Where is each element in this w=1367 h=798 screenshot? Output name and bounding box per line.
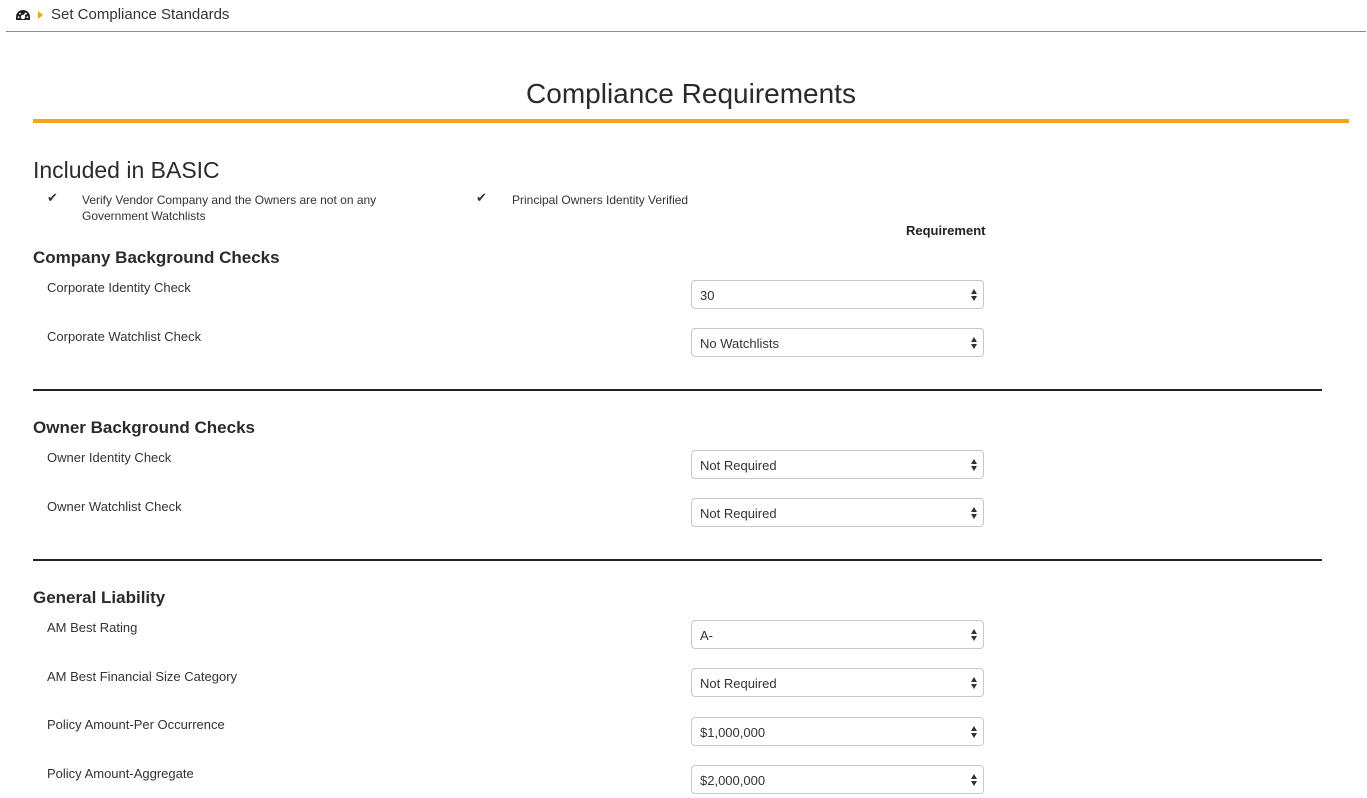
row-label: AM Best Financial Size Category	[47, 669, 238, 684]
select-arrows-icon	[971, 726, 977, 738]
checkmark-icon: ✔	[47, 190, 58, 205]
select-value: Not Required	[700, 506, 777, 521]
select-arrows-icon	[971, 289, 977, 301]
select-value: Not Required	[700, 458, 777, 473]
section-divider	[33, 559, 1322, 561]
row-label: Policy Amount-Per Occurrence	[47, 717, 225, 732]
row-label: Owner Watchlist Check	[47, 499, 182, 514]
section-divider	[33, 389, 1322, 391]
section-title-owner-background: Owner Background Checks	[33, 418, 256, 437]
select-arrows-icon	[971, 677, 977, 689]
corporate-identity-check-select[interactable]	[691, 280, 984, 309]
dashboard-icon[interactable]	[15, 9, 31, 23]
select-value: A-	[700, 628, 713, 643]
am-best-rating-select[interactable]	[691, 620, 984, 649]
corporate-watchlist-check-select[interactable]	[691, 328, 984, 357]
row-label: Policy Amount-Aggregate	[47, 766, 194, 781]
row-label: Corporate Watchlist Check	[47, 329, 202, 344]
policy-amount-aggregate-select[interactable]	[691, 765, 984, 794]
am-best-financial-size-select[interactable]	[691, 668, 984, 697]
included-item: Principal Owners Identity Verified	[512, 193, 689, 207]
row-label: AM Best Rating	[47, 620, 138, 635]
select-arrows-icon	[971, 629, 977, 641]
owner-identity-check-select[interactable]	[691, 450, 984, 479]
select-arrows-icon	[971, 337, 977, 349]
select-arrows-icon	[971, 774, 977, 786]
included-item: Verify Vendor Company and the Owners are not on any Government Watchlists	[82, 193, 377, 223]
select-value: 30	[700, 288, 715, 303]
select-arrows-icon	[971, 507, 977, 519]
section-title-company-background: Company Background Checks	[33, 248, 280, 267]
row-label: Corporate Identity Check	[47, 280, 191, 295]
policy-amount-per-occurrence-select[interactable]	[691, 717, 984, 746]
select-value: $2,000,000	[700, 773, 766, 788]
select-value: $1,000,000	[700, 725, 766, 740]
select-arrows-icon	[971, 459, 977, 471]
select-value: Not Required	[700, 676, 777, 691]
select-value: No Watchlists	[700, 336, 779, 351]
checkmark-icon: ✔	[476, 190, 487, 205]
row-label: Owner Identity Check	[47, 450, 172, 465]
breadcrumb-current[interactable]: Set Compliance Standards	[51, 6, 230, 23]
page-title: Compliance Requirements	[526, 78, 856, 109]
section-title-general-liability: General Liability	[33, 588, 166, 607]
included-heading: Included in BASIC	[33, 157, 220, 183]
title-divider	[33, 119, 1349, 123]
requirement-column-header: Requirement	[906, 223, 986, 238]
breadcrumb	[6, 0, 1366, 32]
owner-watchlist-check-select[interactable]	[691, 498, 984, 527]
caret-right-icon	[38, 11, 43, 19]
